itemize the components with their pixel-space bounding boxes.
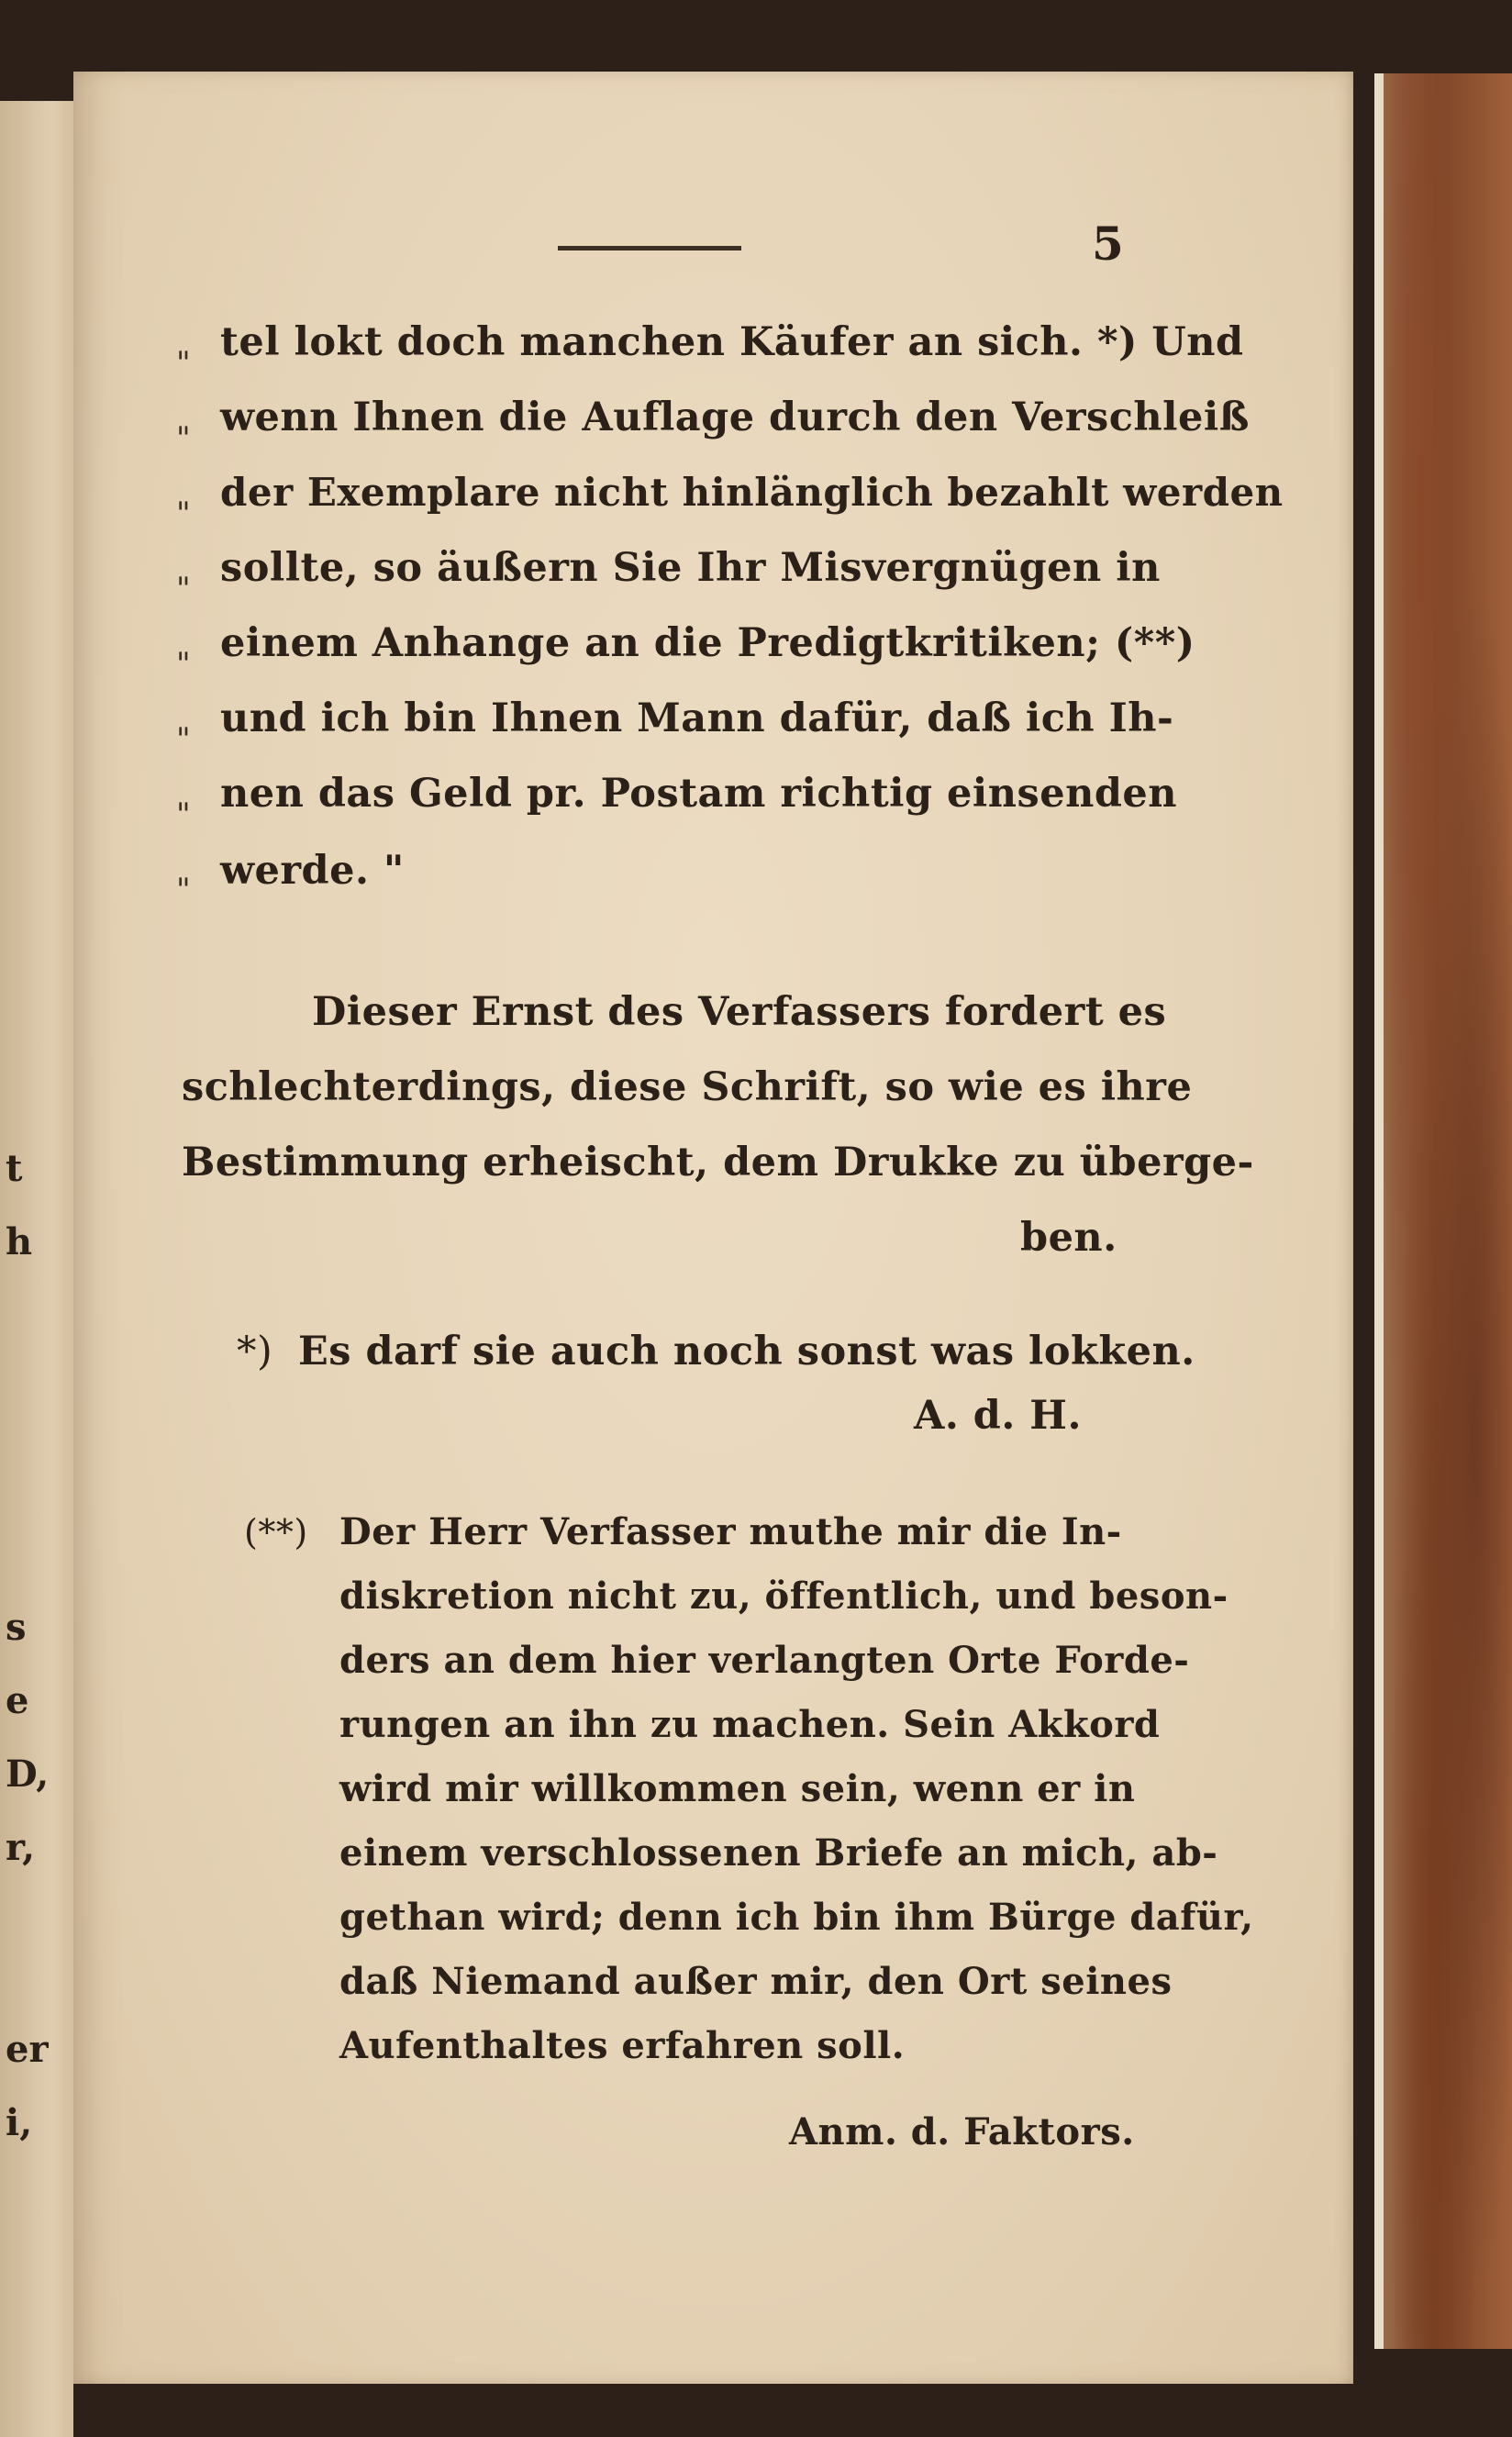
quote-mark: " — [176, 345, 191, 382]
left-fragment: s — [6, 1606, 27, 1649]
left-fragment: t — [6, 1147, 23, 1190]
quote-mark: " — [176, 420, 191, 457]
footnote-signature: Anm. d. Faktors. — [789, 2110, 1135, 2153]
paragraph-line: Bestimmung erheischt, dem Drukke zu überge- — [182, 1140, 1254, 1185]
paragraph-line: schlechterdings, diese Schrift, so wie es ihre — [182, 1064, 1193, 1110]
paragraph-line-last: ben. — [1020, 1215, 1117, 1261]
quote-line: sollte, so äußern Sie Ihr Misvergnügen in — [220, 545, 1161, 591]
footnote-text: Es darf sie auch noch sonst was lokken. — [298, 1329, 1195, 1374]
left-fragment: e — [6, 1679, 29, 1722]
quote-mark: " — [176, 646, 191, 683]
footnote-marker: (**) — [244, 1512, 308, 1552]
book-page — [73, 72, 1353, 2384]
left-fragment: r, — [6, 1826, 36, 1869]
quote-line: nen das Geld pr. Postam richtig einsenden — [220, 771, 1178, 817]
footnote-line: gethan wird; denn ich bin ihm Bürge dafür, — [339, 1896, 1254, 1939]
quote-mark: " — [176, 872, 191, 908]
quote-line: der Exemplare nicht hinlänglich bezahlt werden — [220, 470, 1284, 515]
footnote-line: daß Niemand außer mir, den Ort seines — [339, 1960, 1173, 2003]
footnote-line: ders an dem hier verlangten Orte Forde- — [339, 1639, 1190, 1682]
footnote-signature: A. d. H. — [914, 1393, 1082, 1439]
left-fragment: er — [6, 2028, 49, 2071]
quote-mark: " — [176, 796, 191, 833]
footnote-line: Der Herr Verfasser muthe mir die In- — [339, 1510, 1122, 1553]
footnote-line: einem verschlossenen Briefe an mich, ab- — [339, 1831, 1218, 1875]
footnote-marker: *) — [237, 1329, 273, 1374]
footnote-line: rungen an ihn zu machen. Sein Akkord — [339, 1703, 1161, 1746]
left-fragment: i, — [6, 2101, 33, 2144]
quote-mark: " — [176, 495, 191, 532]
book-cover-edge — [1374, 73, 1512, 2349]
quote-line: und ich bin Ihnen Mann dafür, daß ich Ih- — [220, 695, 1174, 741]
left-facing-page — [0, 101, 73, 2437]
header-rule — [558, 246, 741, 250]
footnote-line: wird mir willkommen sein, wenn er in — [339, 1767, 1136, 1810]
quote-mark: " — [176, 721, 191, 758]
left-fragment: h — [6, 1220, 33, 1263]
quote-mark: " — [176, 571, 191, 607]
quote-line: einem Anhange an die Predigtkritiken; (**) — [220, 620, 1195, 666]
quote-line: wenn Ihnen die Auflage durch den Verschleiß — [220, 395, 1250, 440]
paragraph-line: Dieser Ernst des Verfassers fordert es — [312, 989, 1167, 1035]
page-number: 5 — [1092, 217, 1125, 271]
quote-line: werde. " — [220, 848, 405, 894]
footnote-line: diskretion nicht zu, öffentlich, und beson- — [339, 1575, 1228, 1618]
footnote-line: Aufenthaltes erfahren soll. — [339, 2024, 906, 2067]
quote-line: tel lokt doch manchen Käufer an sich. *) Und — [220, 319, 1244, 365]
left-fragment: D, — [6, 1753, 50, 1796]
